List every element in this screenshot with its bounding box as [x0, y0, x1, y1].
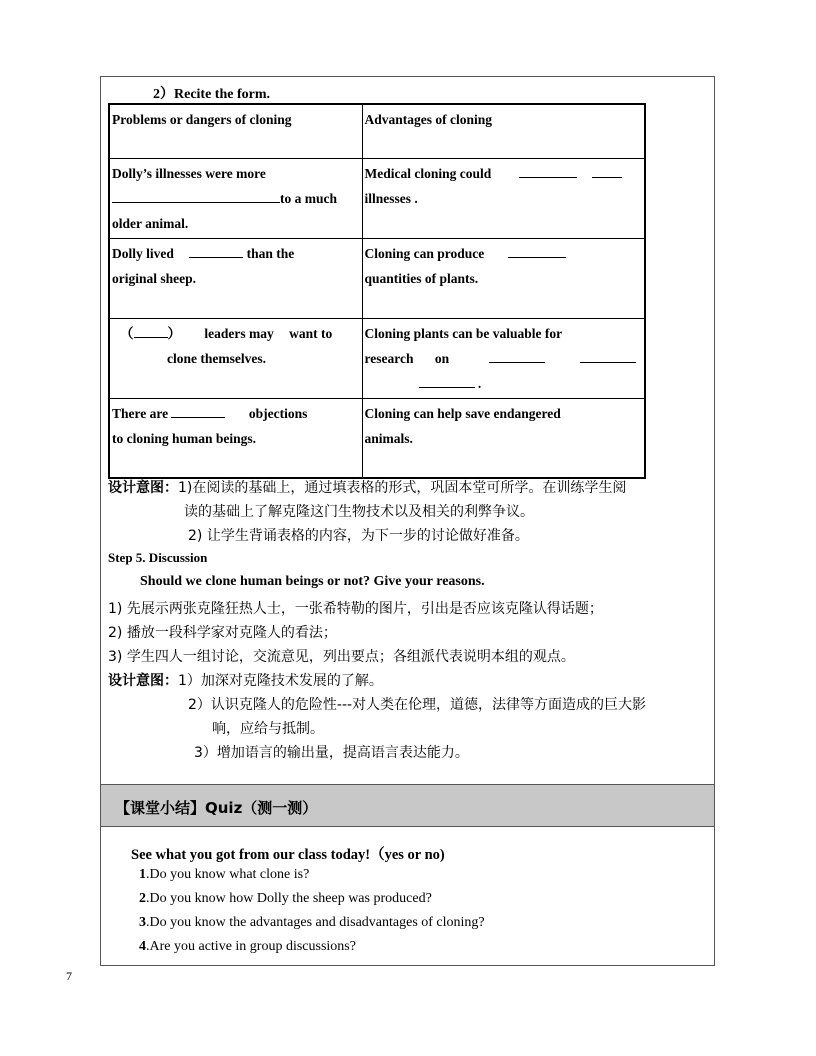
advantage-cell-2: Cloning can produce quantities of plants. — [362, 239, 645, 319]
header-problems: Problems or dangers of cloning — [109, 104, 362, 159]
table-header-row — [109, 104, 645, 159]
discussion-question: Should we clone human beings or not? Give your reasons. — [140, 574, 485, 589]
problem-cell-4: There are objections to cloning human beings. — [109, 399, 362, 479]
step5-heading: Step 5. Discussion — [108, 550, 208, 565]
fill-blank — [580, 348, 636, 363]
problem-cell-1: Dolly’s illnesses were more to a much older animal. — [109, 159, 362, 239]
fill-blank — [489, 348, 545, 363]
cloning-form-table — [108, 103, 646, 479]
table-row — [109, 159, 645, 239]
fill-blank — [419, 373, 475, 388]
list-item: 3) 学生四人一组讨论，交流意见，列出要点；各组派代表说明本组的观点。 — [108, 649, 575, 665]
summary-label: 【课堂小结】Quiz（测一测） — [115, 799, 318, 817]
fill-blank — [189, 243, 243, 258]
table-row — [109, 239, 645, 319]
fill-blank — [592, 163, 622, 178]
activity-section: 2）Recite the form. Problems or dangers of cloning Advantages of cloning Dolly’s illnesses were more to a much older animal. Medical cloning could illnesses . Dolly lived than the original sheep. Cloning can produce quantities of plants. （ ） leaders may want to clone themselves. Cloning plants can be valuable for research on . There are objections to cloning human beings. Cloning can help save endangered animals. 设计意图：1)在阅读的基础上，通过填表格的形式，巩固本堂可所学。在训练学生阅 读的基础上了解克隆这门生物技术以及相关的利弊争议。 2) 让学生背诵表格的内容，为下一步的讨论做好准备。 Step 5. Discussion Should we clone human beings or not? Give your reasons. 1) 先展示两张克隆狂热人士，一张希特勒的图片，引出是否应该克隆认得话题； 2) 播放一段科学家对克隆人的看法； 3) 学生四人一组讨论，交流意见，列出要点；各组派代表说明本组的观点。 设计意图：1）加深对克隆技术发展的了解。 2）认识克隆人的危险性---对人类在伦理，道德，法律等方面造成的巨大影 响，应给与抵制。 3）增加语言的输出量，提高语言表达能力。 — [101, 77, 714, 784]
quiz-item: 1.Do you know what clone is? — [139, 867, 310, 882]
fill-blank — [134, 323, 168, 338]
lesson-plan-frame — [100, 76, 715, 966]
page-number: 7 — [66, 969, 72, 983]
list-item: 1) 先展示两张克隆狂热人士，一张希特勒的图片，引出是否应该克隆认得话题； — [108, 601, 603, 617]
fill-blank — [171, 403, 225, 418]
fill-blank — [112, 188, 280, 203]
advantage-cell-3: Cloning plants can be valuable for research on . — [362, 319, 645, 399]
design-intent-label: 设计意图： — [108, 480, 178, 496]
recite-heading: 2）Recite the form. — [153, 87, 271, 102]
header-advantages: Advantages of cloning — [362, 104, 645, 159]
advantage-cell-1: Medical cloning could illnesses . — [362, 159, 645, 239]
table-row — [109, 319, 645, 399]
problem-cell-2: Dolly lived than the original sheep. — [109, 239, 362, 319]
table-row — [109, 399, 645, 479]
quiz-section — [101, 827, 714, 967]
fill-blank — [508, 243, 566, 258]
quiz-item: 4.Are you active in group discussions? — [139, 939, 356, 954]
advantage-cell-4: Cloning can help save endangered animals. — [362, 399, 645, 479]
list-item: 2) 播放一段科学家对克隆人的看法； — [108, 625, 337, 641]
quiz-item: 3.Do you know the advantages and disadvantages of cloning? — [139, 915, 485, 930]
quiz-title: See what you got from our class today!（yes or no) — [131, 847, 445, 863]
class-summary-bar — [101, 784, 714, 827]
fill-blank — [519, 163, 577, 178]
design-intent-label: 设计意图： — [108, 673, 178, 689]
problem-cell-3: （ ） leaders may want to clone themselves. — [109, 319, 362, 399]
quiz-item: 2.Do you know how Dolly the sheep was produced? — [139, 891, 432, 906]
